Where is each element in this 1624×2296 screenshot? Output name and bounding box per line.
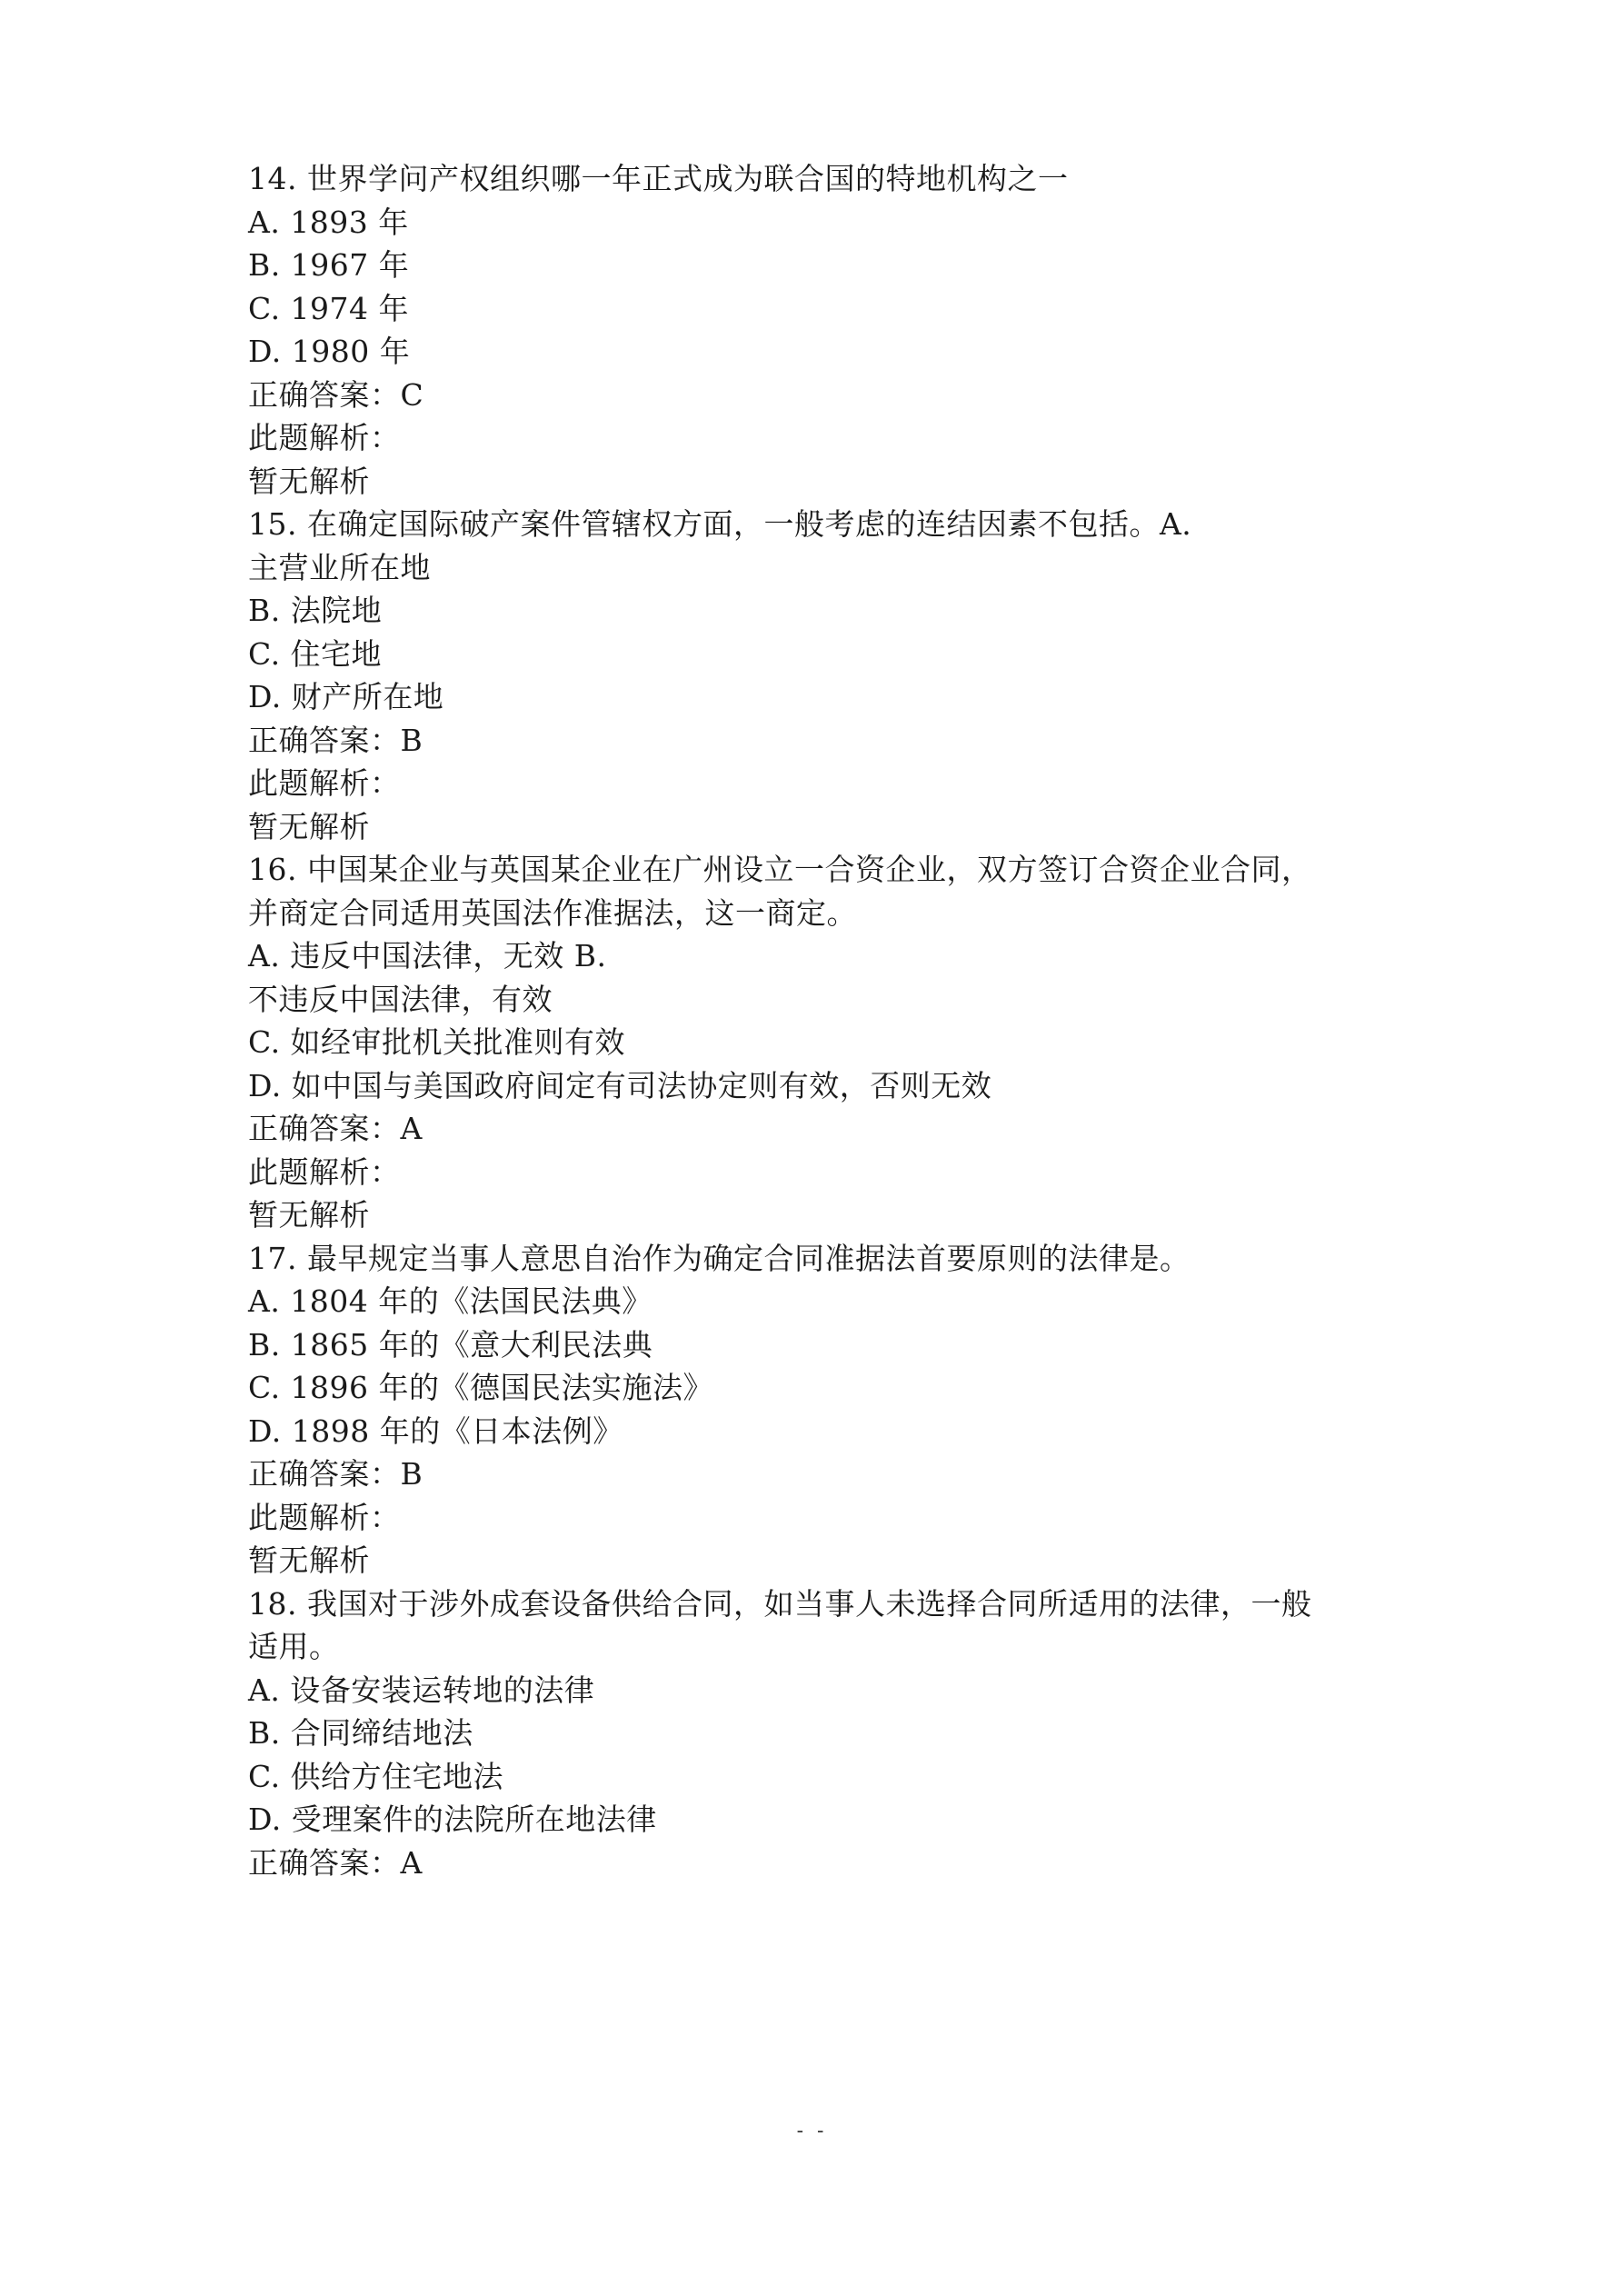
option-a: A. 1893 年 (248, 204, 409, 240)
question-text: 16. 中国某企业与英国某企业在广州设立一合资企业，双方签订合资企业合同， (248, 852, 1312, 887)
option-d: D. 财产所在地 (248, 679, 444, 714)
question-15 (248, 503, 1393, 848)
analysis-label: 此题解析： (248, 1153, 401, 1190)
question-text-continued: 并商定合同适用英国法作准据法，这一商定。 (248, 894, 857, 931)
question-text: 14. 世界学问产权组织哪一年正式成为联合国的特地机构之一 (248, 161, 1069, 196)
option-d: D. 1898 年的《日本法例》 (248, 1413, 623, 1449)
correct-answer: 正确答案：C (248, 376, 424, 413)
question-text-continued: 适用。 (248, 1629, 340, 1664)
option-d: D. 1980 年 (248, 334, 411, 369)
option-b: B. 法院地 (248, 593, 383, 628)
question-14 (248, 157, 1393, 503)
option-c: C. 1896 年的《德国民法实施法》 (248, 1370, 714, 1405)
option-c: C. 如经审批机关批准则有效 (248, 1024, 626, 1060)
analysis-text: 暂无解析 (248, 1197, 370, 1233)
option-c: C. 1974 年 (248, 290, 410, 326)
option-a: A. 1804 年的《法国民法典》 (248, 1283, 653, 1319)
option-b: 不违反中国法律，有效 (248, 981, 553, 1017)
question-list (248, 157, 1393, 1884)
page-footer-marker: - - (796, 2120, 828, 2142)
correct-answer: 正确答案：B (248, 722, 423, 758)
correct-answer: 正确答案：A (248, 1111, 423, 1146)
analysis-text: 暂无解析 (248, 463, 370, 499)
analysis-text: 暂无解析 (248, 1542, 370, 1578)
option-b: B. 合同缔结地法 (248, 1715, 473, 1751)
question-text: 15. 在确定国际破产案件管辖权方面，一般考虑的连结因素不包括。A. (248, 506, 1192, 542)
correct-answer: 正确答案：A (248, 1844, 423, 1881)
option-a: 主营业所在地 (248, 549, 431, 585)
question-text: 18. 我国对于涉外成套设备供给合同，如当事人未选择合同所适用的法律，一般 (248, 1585, 1312, 1622)
correct-answer: 正确答案：B (248, 1456, 423, 1492)
option-d: D. 受理案件的法院所在地法律 (248, 1802, 657, 1837)
question-18 (248, 1582, 1393, 1885)
analysis-label: 此题解析： (248, 420, 401, 455)
question-17 (248, 1237, 1393, 1582)
option-d: D. 如中国与美国政府间定有司法协定则有效，否则无效 (248, 1067, 992, 1103)
option-a: A. 违反中国法律，无效 B. (248, 938, 607, 973)
analysis-label: 此题解析： (248, 765, 401, 801)
option-c: C. 住宅地 (248, 635, 383, 672)
option-a: A. 设备安装运转地的法律 (248, 1672, 595, 1708)
option-b: B. 1967 年 (248, 247, 410, 283)
option-c: C. 供给方住宅地法 (248, 1758, 504, 1794)
analysis-text: 暂无解析 (248, 808, 370, 844)
question-16 (248, 848, 1393, 1237)
analysis-label: 此题解析： (248, 1499, 401, 1535)
option-b: B. 1865 年的《意大利民法典 (248, 1326, 653, 1363)
question-text: 17. 最早规定当事人意思自治作为确定合同准据法首要原则的法律是。 (248, 1240, 1191, 1276)
